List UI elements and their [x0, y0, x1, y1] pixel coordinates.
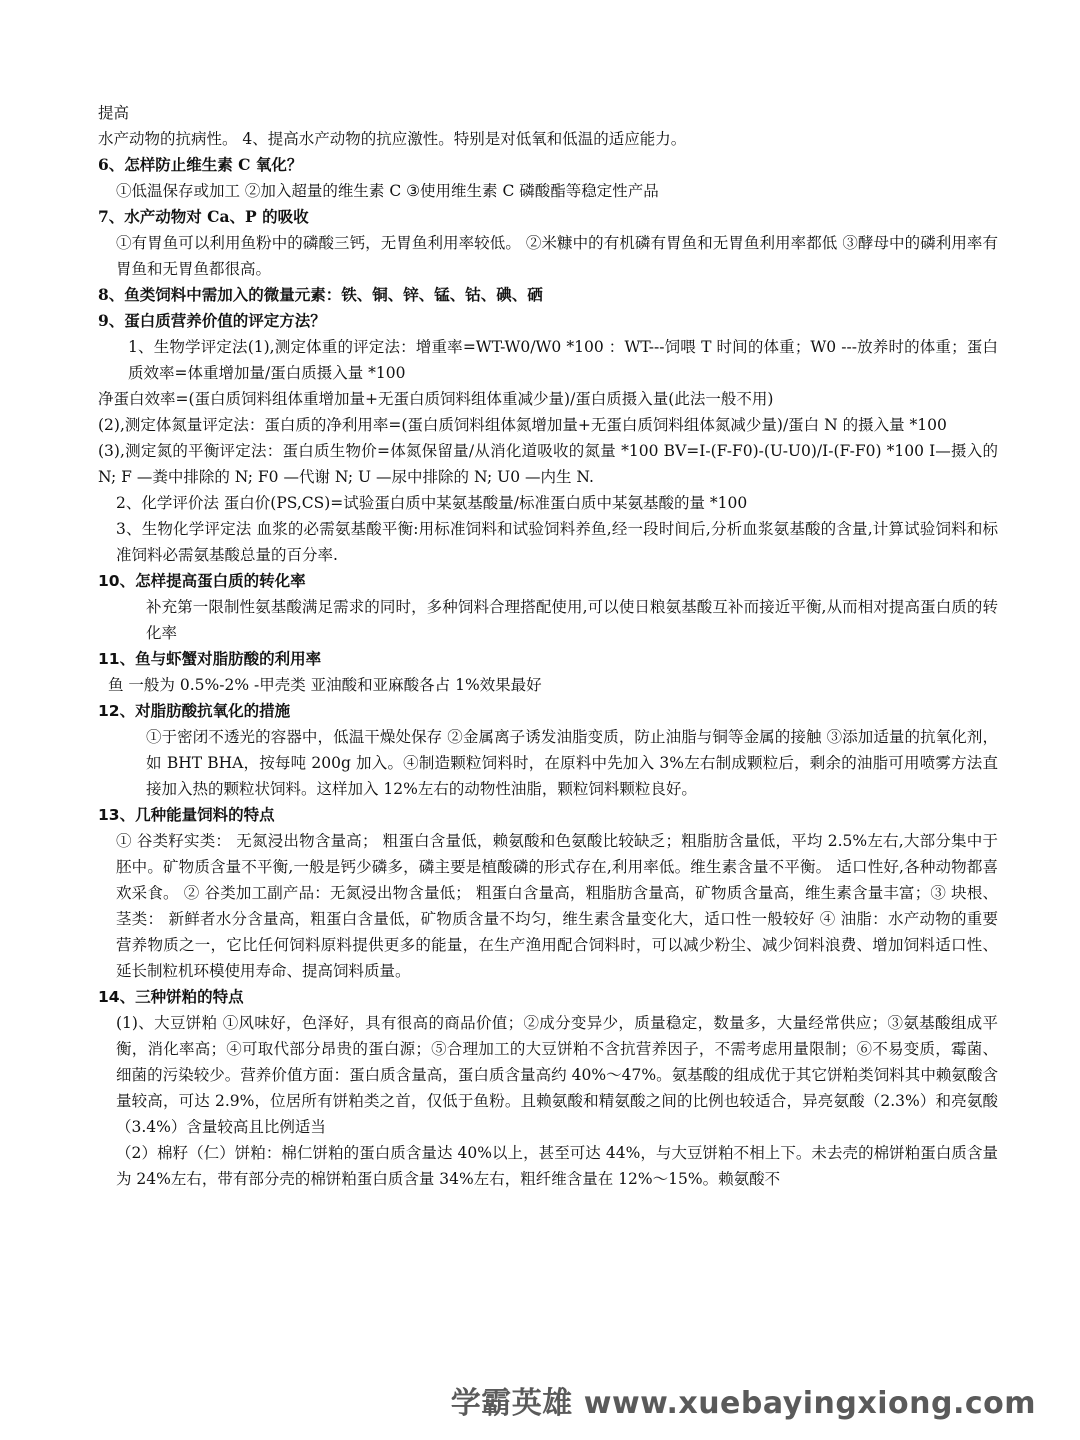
paragraph: ①有胃鱼可以利用鱼粉中的磷酸三钙，无胃鱼利用率较低。 ②米糠中的有机磷有胃鱼和无胃鱼利用率都低 ③酵母中的磷利用率有胃鱼和无胃鱼都很高。 [116, 234, 998, 278]
section-heading: 9、蛋白质营养价值的评定方法？ [98, 311, 326, 330]
section-heading: 10、怎样提高蛋白质的转化率 [98, 572, 306, 590]
section-heading: 14、三种饼粕的特点 [98, 988, 244, 1006]
section-heading: 12、对脂肪酸抗氧化的措施 [98, 702, 291, 720]
text-line: 提高 [98, 104, 130, 122]
text-line: 水产动物的抗病性。 4、提高水产动物的抗应激性。特别是对低氧和低温的适应能力。 [98, 130, 687, 148]
text-line: ①低温保存或加工 ②加入超量的维生素 C ③使用维生素 C 磷酸酯等稳定性产品 [116, 182, 659, 200]
text-line: 鱼 一般为 0.5%-2% -甲壳类 亚油酸和亚麻酸各占 1%效果最好 [108, 676, 542, 694]
paragraph: （2）棉籽（仁）饼粕：棉仁饼粕的蛋白质含量达 40%以上，甚至可达 44%，与大豆饼粕不相上下。未去壳的棉饼粕蛋白质含量为 24%左右，带有部分壳的棉饼粕蛋白质含量 34%左右，粗纤维含量在 12%～15%。赖氨酸不 [116, 1144, 998, 1188]
section-heading: 6、怎样防止维生素 C 氧化？ [98, 155, 303, 174]
paragraph: ① 谷类籽实类： 无氮浸出物含量高； 粗蛋白含量低，赖氨酸和色氨酸比较缺乏；粗脂肪含量低，平均 2.5%左右,大部分集中于胚中。矿物质含量不平衡,一般是钙少磷多，磷主要是植酸磷的形式存在,利用率低。维生素含量不平衡。 适口性好,各种动物都喜欢采食。 ② 谷类加工副产品：无氮浸出物含量低； 粗蛋白含量高，粗脂肪含量高，矿物质含量高，维生素含量丰富；③ 块根、茎类： 新鲜者水分含量高，粗蛋白含量低，矿物质含量不均匀，维生素含量变化大，适口性一般较好 ④ 油脂：水产动物的重要营养物质之一，它比任何饲料原料提供更多的能量，在生产渔用配合饲料时，可以减少粉尘、减少饲料浪费、增加饲料适口性、延长制粒机环模使用寿命、提高饲料质量。 [116, 832, 998, 980]
paragraph: (1)、大豆饼粕 ①风味好，色泽好，具有很高的商品价值；②成分变异少，质量稳定，数量多，大量经常供应；③氨基酸组成平衡，消化率高；④可取代部分昂贵的蛋白源；⑤合理加工的大豆饼粕不含抗营养因子，不需考虑用量限制；⑥不易变质，霉菌、细菌的污染较少。营养价值方面：蛋白质含量高，蛋白质含量高约 40%～47%。氨基酸的组成优于其它饼粕类饲料其中赖氨酸含量较高，可达 2.9%，位居所有饼粕类之首，仅低于鱼粉。且赖氨酸和精氨酸之间的比例也较适合，异亮氨酸（2.3%）和亮氨酸（3.4%）含量较高且比例适当 [116, 1014, 998, 1136]
section-heading: 13、几种能量饲料的特点 [98, 806, 275, 824]
paragraph: (3),测定氮的平衡评定法：蛋白质生物价=体氮保留量/从消化道吸收的氮量 *100 BV=I-(F-F0)-(U-U0)/I-(F-F0) *100 I—摄入的 N; F —粪中排除的 N; F0 —代谢 N; U —尿中排除的 N; U0 —内生 N. [98, 442, 998, 486]
watermark: 学霸英雄 www.xuebayingxiong.com [450, 1386, 1036, 1421]
text-line: 净蛋白效率=(蛋白质饲料组体重增加量+无蛋白质饲料组体重减少量)/蛋白质摄入量(此法一般不用) [98, 390, 774, 408]
text-line: 2、化学评价法 蛋白价(PS,CS)=试验蛋白质中某氨基酸量/标准蛋白质中某氨基酸的量 *100 [116, 494, 748, 512]
paragraph: 3、生物化学评定法 血浆的必需氨基酸平衡:用标准饲料和试验饲料养鱼,经一段时间后,分析血浆氨基酸的含量,计算试验饲料和标准饲料必需氨基酸总量的百分率. [116, 520, 998, 564]
paragraph: 补充第一限制性氨基酸满足需求的同时，多种饲料合理搭配使用,可以使日粮氨基酸互补而接近平衡,从而相对提高蛋白质的转化率 [146, 598, 998, 642]
section-heading: 8、鱼类饲料中需加入的微量元素：铁、铜、锌、锰、钴、碘、硒 [98, 285, 543, 304]
paragraph: (2),测定体氮量评定法：蛋白质的净利用率=(蛋白质饲料组体氮增加量+无蛋白质饲料组体氮减少量)/蛋白 N 的摄入量 *100 [98, 416, 947, 434]
section-heading: 11、鱼与虾蟹对脂肪酸的利用率 [98, 650, 322, 668]
section-heading: 7、水产动物对 Ca、P 的吸收 [98, 207, 309, 226]
paragraph: 1、生物学评定法(1),测定体重的评定法：增重率=WT-W0/W0 *100 ：WT---饲喂 T 时间的体重；W0 ---放养时的体重；蛋白质效率=体重增加量/蛋白质摄入量 *100 [128, 338, 998, 382]
document-body [98, 100, 998, 1192]
paragraph: ①于密闭不透光的容器中，低温干燥处保存 ②金属离子诱发油脂变质，防止油脂与铜等金属的接触 ③添加适量的抗氧化剂，如 BHT BHA，按每吨 200g 加入。④制造颗粒饲料时，在原料中先加入 3%左右制成颗粒后，剩余的油脂可用喷雾方法直接加入热的颗粒状饲料。这样加入 12%左右的动物性油脂，颗粒饲料颗粒良好。 [146, 728, 998, 798]
